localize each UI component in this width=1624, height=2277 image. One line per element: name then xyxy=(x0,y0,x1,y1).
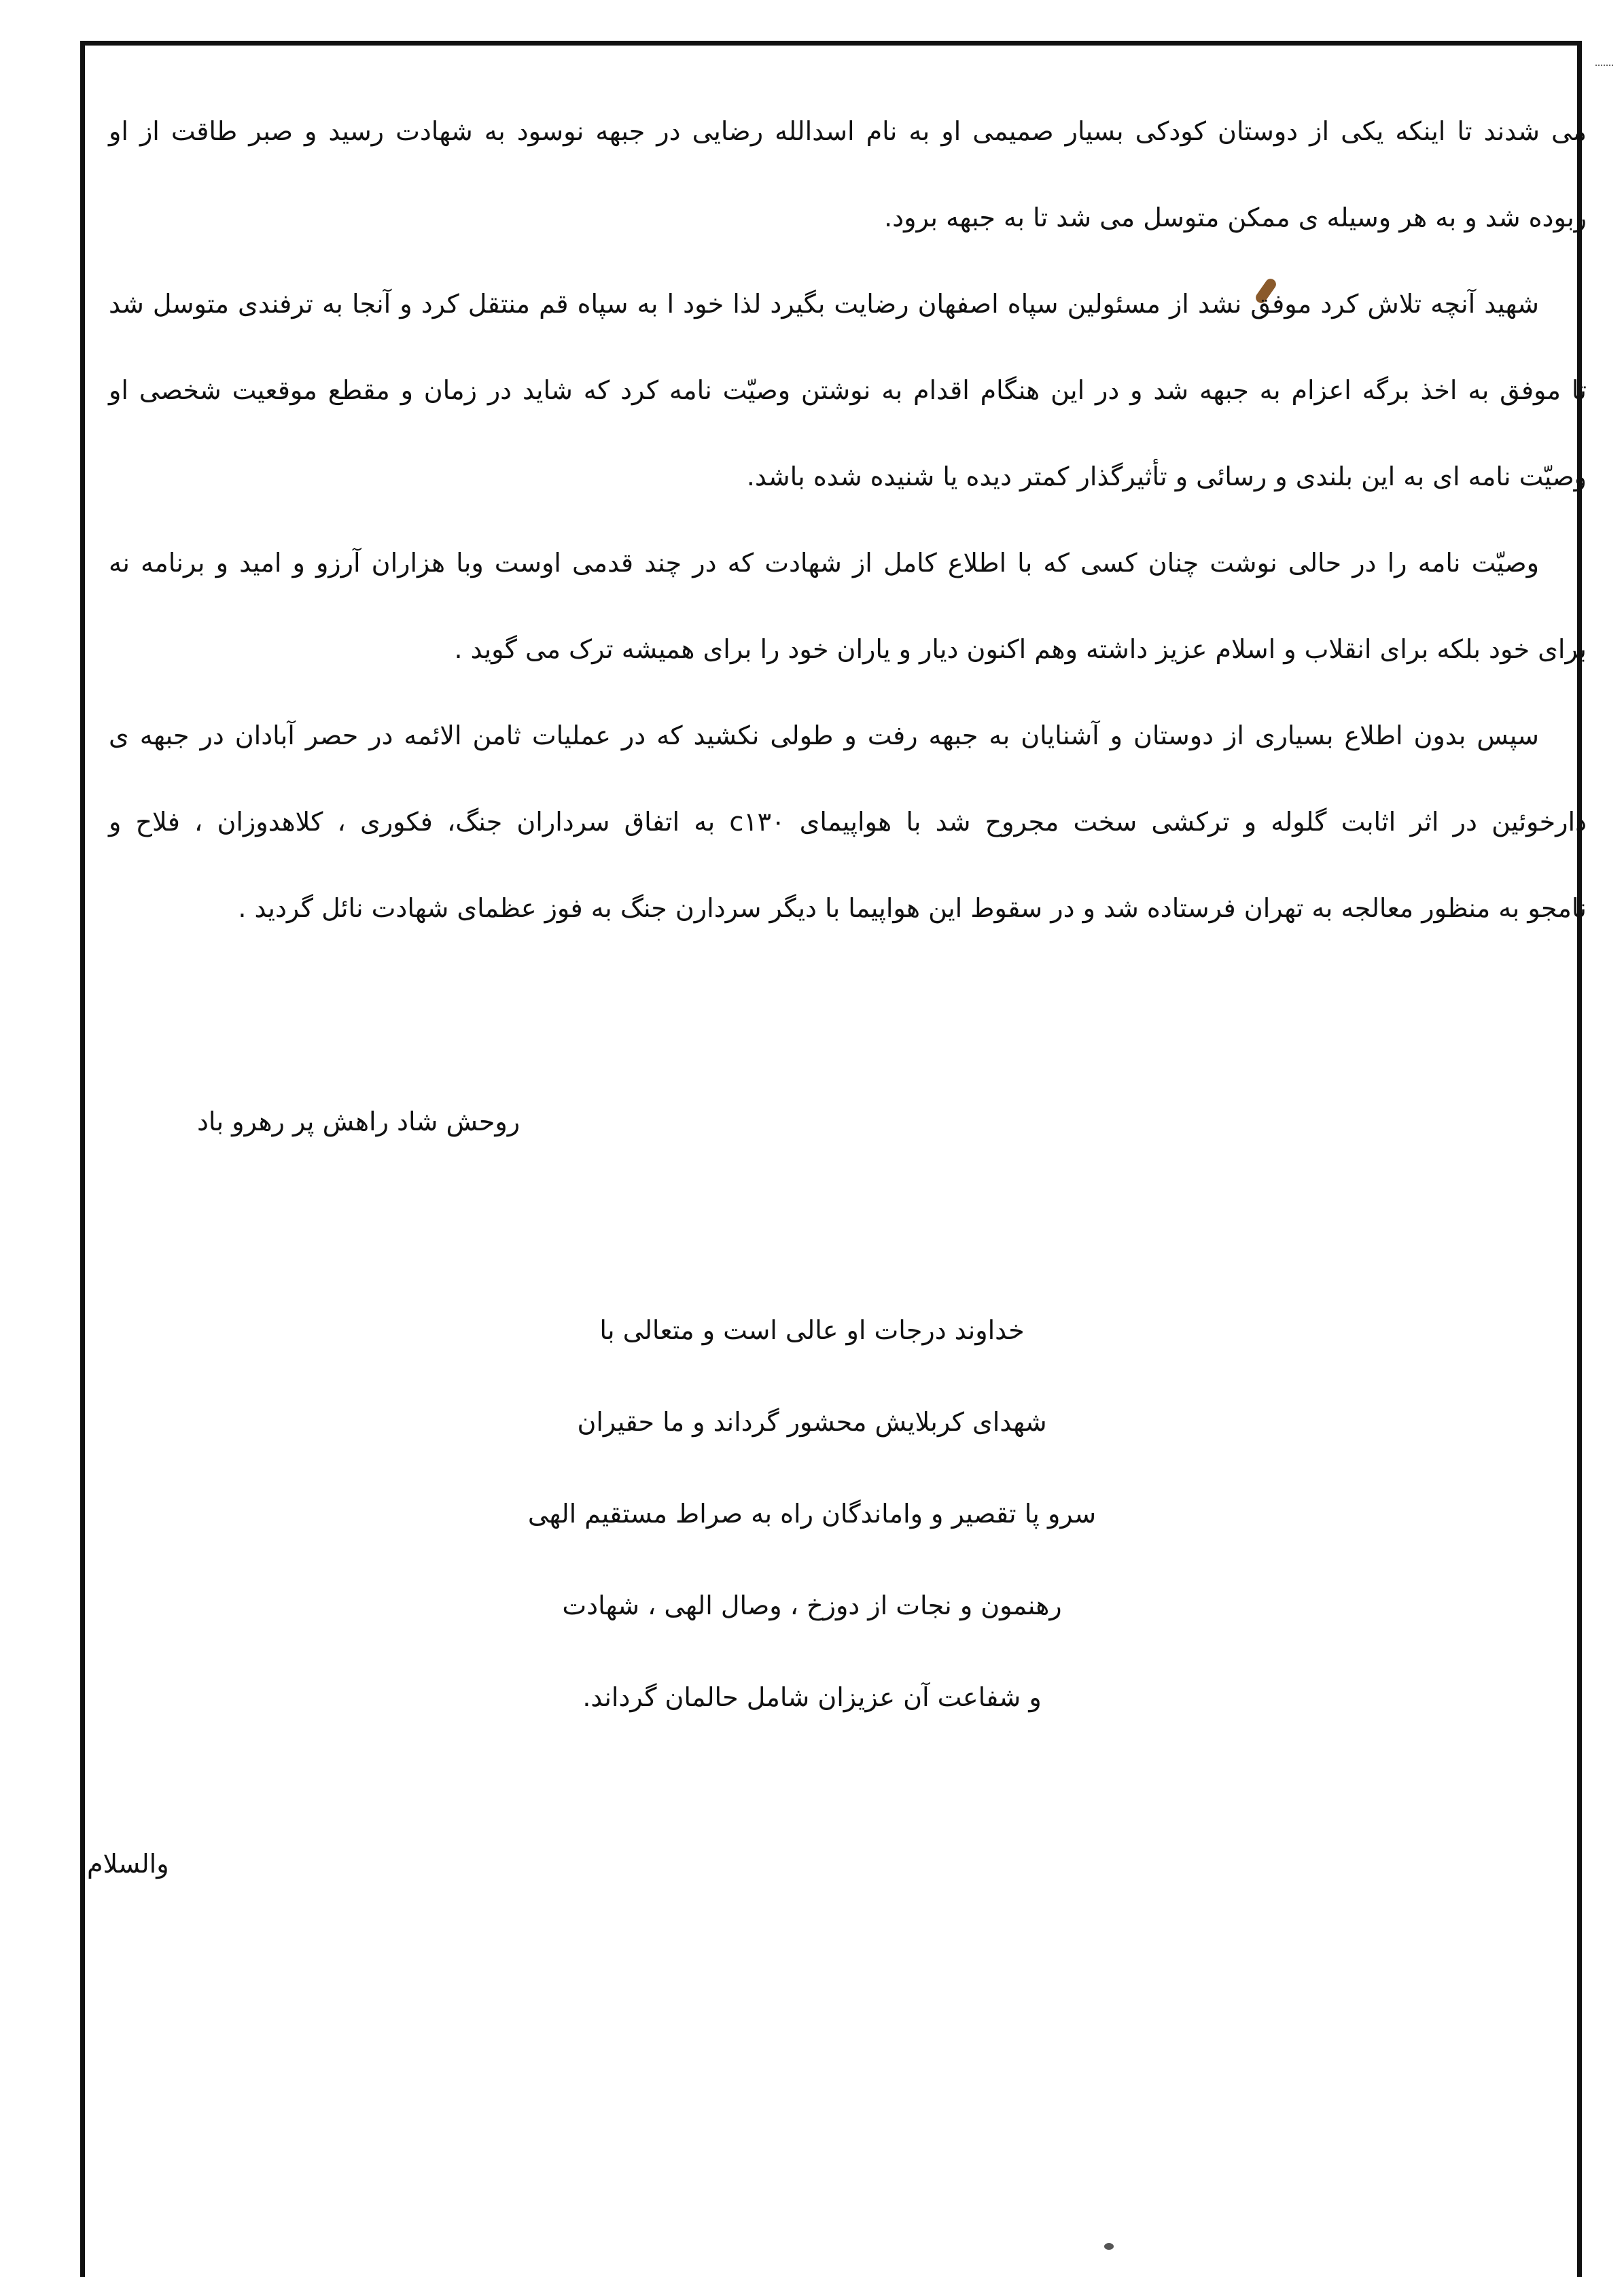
paragraph xyxy=(109,520,1587,693)
closing-line: رهنمون و نجات از دوزخ ، وصال الهی ، شهادت xyxy=(562,1591,1062,1620)
closing-prayer xyxy=(0,1285,1624,1743)
text-line: شهید آنچه تلاش کرد موفق نشد از مسئولین سپاه اصفهان رضایت بگیرد لذا خود ا به سپاه قم منتقل کرد و آنجا به ترفندی متوسل شد xyxy=(109,289,1539,319)
scan-speck xyxy=(1104,2243,1114,2250)
blessing-line: روحش شاد راهش پر رهرو باد xyxy=(197,1107,520,1136)
text-line: وصیّت نامه را در حالی نوشت چنان کسی که با اطلاع کامل از شهادت که در چند قدمی اوست وبا هزاران آرزو و امید و برنامه نه xyxy=(109,548,1539,578)
text-line: نامجو به منظور معالجه به تهران فرستاده شد و در سقوط این هواپیما با دیگر سردارن جنگ به فوز عظمای شهادت نائل گردید . xyxy=(238,893,1587,923)
signoff: والسلام xyxy=(87,1849,169,1879)
closing-line: سرو پا تقصیر و واماندگان راه به صراط مستقیم الهی xyxy=(527,1499,1097,1529)
text-line: می شدند تا اینکه یکی از دوستان کودکی بسیار صمیمی او به نام اسدالله رضایی در جبهه نوسود به شهادت رسید و صبر طاقت از او xyxy=(109,116,1587,146)
text-line: برای خود بلکه برای انقلاب و اسلام عزیز داشته وهم اکنون دیار و یاران خود را برای همیشه ترک می گوید . xyxy=(454,634,1587,664)
text-line: تا موفق به اخذ برگه اعزام به جبهه شد و در این هنگام اقدام به نوشتن وصیّت نامه کرد که شاید در زمان و مقطع موقعیت شخصی او xyxy=(109,375,1587,405)
closing-line: خداوند درجات او عالی است و متعالی با xyxy=(599,1315,1025,1345)
scan-mark xyxy=(1595,65,1613,71)
paragraph xyxy=(109,88,1587,261)
text-line: سپس بدون اطلاع بسیاری از دوستان و آشنایان به جبهه رفت و طولی نکشید که در عملیات ثامن الائمه در حصر آبادان در جبهه ی xyxy=(109,720,1539,750)
text-line: وصیّت نامه ای به این بلندی و رسائی و تأثیرگذار کمتر دیده یا شنیده شده باشد. xyxy=(746,462,1587,491)
document-body xyxy=(109,88,1587,952)
text-line: دارخوئین در اثر اثابت گلوله و ترکشی سخت مجروح شد با هواپیمای c۱۳۰ به اتفاق سرداران جنگ، فکوری ، کلاهدوزان ، فلاح و xyxy=(109,807,1587,837)
text-line: ربوده شد و به هر وسیله ی ممکن متوسل می شد تا به جبهه برود. xyxy=(884,203,1587,232)
paragraph xyxy=(109,693,1587,952)
paragraph xyxy=(109,261,1587,520)
closing-line: و شفاعت آن عزیزان شامل حالمان گرداند. xyxy=(582,1682,1042,1712)
closing-line: شهدای کربلایش محشور گرداند و ما حقیران xyxy=(577,1407,1047,1437)
